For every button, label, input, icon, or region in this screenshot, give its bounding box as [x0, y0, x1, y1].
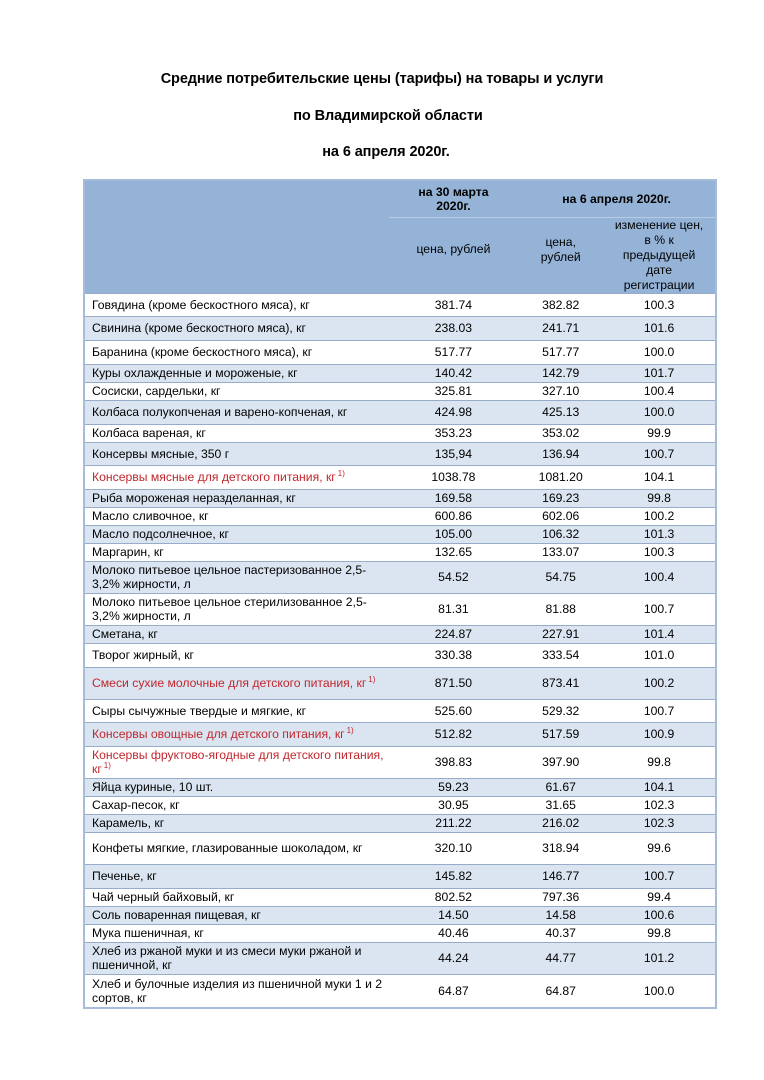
change-percent: 100.3 — [603, 543, 716, 561]
product-name-text: Печенье, кг — [92, 869, 157, 883]
change-percent: 101.4 — [603, 625, 716, 643]
product-name — [84, 778, 389, 796]
price-april: 873.41 — [518, 667, 603, 699]
product-name-text: Мука пшеничная, кг — [92, 926, 204, 940]
product-name — [84, 293, 389, 316]
price-march: 802.52 — [389, 888, 519, 906]
product-name-text: Рыба мороженая неразделанная, кг — [92, 491, 296, 505]
header-price-april: цена, рублей — [518, 217, 603, 293]
change-percent: 99.8 — [603, 924, 716, 942]
change-percent: 99.6 — [603, 832, 716, 864]
product-name — [84, 507, 389, 525]
product-name-text: Молоко питьевое цельное стерилизованное 2,5-3,2% жирности, л — [92, 595, 367, 623]
product-name — [84, 543, 389, 561]
product-name-text: Куры охлажденные и мороженые, кг — [92, 366, 298, 380]
change-percent: 100.7 — [603, 699, 716, 722]
price-march: 40.46 — [389, 924, 519, 942]
table-row — [84, 796, 716, 814]
product-name-text: Хлеб и булочные изделия из пшеничной муки 1 и 2 сортов, кг — [92, 976, 383, 1005]
footnote-marker: 1) — [346, 726, 354, 735]
change-percent: 100.7 — [603, 442, 716, 465]
price-april: 517.77 — [518, 340, 603, 364]
change-percent: 100.9 — [603, 722, 716, 746]
product-name — [84, 489, 389, 507]
change-percent: 99.8 — [603, 489, 716, 507]
product-name-text: Сосиски, сардельки, кг — [92, 384, 221, 398]
product-name — [84, 561, 389, 593]
price-march: 64.87 — [389, 974, 519, 1008]
product-name-text: Консервы мясные, 350 г — [92, 446, 230, 461]
product-name — [84, 340, 389, 364]
price-april: 142.79 — [518, 364, 603, 382]
price-march: 398.83 — [389, 746, 519, 778]
price-march: 169.58 — [389, 489, 519, 507]
product-name — [84, 722, 389, 746]
price-march: 517.77 — [389, 340, 519, 364]
header-item-column — [84, 180, 389, 293]
table-row — [84, 442, 716, 465]
product-name — [84, 924, 389, 942]
product-name-text: Говядина (кроме бескостного мяса), кг — [92, 297, 310, 312]
price-april: 327.10 — [518, 382, 603, 400]
header-date-march: на 30 марта 2020г. — [389, 180, 519, 217]
change-percent: 104.1 — [603, 778, 716, 796]
product-name — [84, 888, 389, 906]
price-march: 145.82 — [389, 864, 519, 888]
price-april: 81.88 — [518, 593, 603, 625]
product-name-text: Соль поваренная пищевая, кг — [92, 908, 261, 922]
price-april: 397.90 — [518, 746, 603, 778]
product-name-text: Консервы овощные для детского питания, кг — [92, 727, 345, 741]
product-name-text: Баранина (кроме бескостного мяса), кг — [92, 345, 313, 359]
document-subtitle-date: на 6 апреля 2020г. — [322, 144, 450, 160]
price-april: 106.32 — [518, 525, 603, 543]
change-percent: 100.4 — [603, 382, 716, 400]
change-percent: 100.2 — [603, 667, 716, 699]
product-name — [84, 465, 389, 489]
price-april: 146.77 — [518, 864, 603, 888]
price-april: 133.07 — [518, 543, 603, 561]
price-march: 132.65 — [389, 543, 519, 561]
table-row — [84, 293, 716, 316]
change-percent: 100.4 — [603, 561, 716, 593]
price-march: 353.23 — [389, 424, 519, 442]
price-april: 136.94 — [518, 442, 603, 465]
table-body — [84, 293, 716, 1008]
table-row — [84, 525, 716, 543]
product-name — [84, 699, 389, 722]
product-name-text: Молоко питьевое цельное пастеризованное 2,5-3,2% жирности, л — [92, 563, 367, 591]
product-name — [84, 525, 389, 543]
price-march: 105.00 — [389, 525, 519, 543]
price-march: 238.03 — [389, 316, 519, 340]
change-percent: 100.2 — [603, 507, 716, 525]
table-row — [84, 489, 716, 507]
product-name — [84, 400, 389, 424]
product-name — [84, 667, 389, 699]
product-name-text: Конфеты мягкие, глазированные шоколадом, кг — [92, 841, 363, 855]
price-april: 64.87 — [518, 974, 603, 1008]
price-march: 14.50 — [389, 906, 519, 924]
price-april: 31.65 — [518, 796, 603, 814]
price-april: 169.23 — [518, 489, 603, 507]
price-march: 224.87 — [389, 625, 519, 643]
change-percent: 101.3 — [603, 525, 716, 543]
product-name — [84, 382, 389, 400]
product-name-text: Масло подсолнечное, кг — [92, 527, 229, 541]
table-row — [84, 643, 716, 667]
product-name-text: Яйца куриные, 10 шт. — [92, 780, 214, 794]
price-april: 797.36 — [518, 888, 603, 906]
product-name — [84, 442, 389, 465]
table-row — [84, 424, 716, 442]
price-april: 54.75 — [518, 561, 603, 593]
price-april: 61.67 — [518, 778, 603, 796]
price-april: 216.02 — [518, 814, 603, 832]
product-name-text: Хлеб из ржаной муки и из смеси муки ржаной и пшеничной, кг — [92, 944, 362, 972]
table-row — [84, 864, 716, 888]
table-row — [84, 832, 716, 864]
change-percent: 100.6 — [603, 906, 716, 924]
product-name-text: Сметана, кг — [92, 627, 158, 641]
price-april: 14.58 — [518, 906, 603, 924]
price-april: 1081.20 — [518, 465, 603, 489]
price-april: 44.77 — [518, 942, 603, 974]
table-row — [84, 942, 716, 974]
table-row — [84, 814, 716, 832]
price-march: 525.60 — [389, 699, 519, 722]
product-name — [84, 643, 389, 667]
price-march: 44.24 — [389, 942, 519, 974]
product-name-text: Творог жирный, кг — [92, 648, 194, 662]
change-percent: 101.7 — [603, 364, 716, 382]
change-percent: 101.0 — [603, 643, 716, 667]
product-name — [84, 746, 389, 778]
change-percent: 102.3 — [603, 814, 716, 832]
change-percent: 100.7 — [603, 864, 716, 888]
product-name — [84, 796, 389, 814]
price-march: 211.22 — [389, 814, 519, 832]
change-percent: 99.4 — [603, 888, 716, 906]
table-row — [84, 340, 716, 364]
table-row — [84, 625, 716, 643]
product-name — [84, 906, 389, 924]
table-row — [84, 561, 716, 593]
table-row — [84, 906, 716, 924]
price-march: 381.74 — [389, 293, 519, 316]
change-percent: 104.1 — [603, 465, 716, 489]
table-row — [84, 924, 716, 942]
price-march: 320.10 — [389, 832, 519, 864]
table-row — [84, 778, 716, 796]
header-date-april: на 6 апреля 2020г. — [518, 180, 716, 217]
price-april: 318.94 — [518, 832, 603, 864]
product-name-text: Карамель, кг — [92, 816, 165, 830]
table-row — [84, 465, 716, 489]
table-row — [84, 746, 716, 778]
product-name-text: Масло сливочное, кг — [92, 509, 209, 523]
price-april: 227.91 — [518, 625, 603, 643]
price-april: 382.82 — [518, 293, 603, 316]
table-row — [84, 593, 716, 625]
product-name — [84, 316, 389, 340]
product-name — [84, 864, 389, 888]
price-march: 81.31 — [389, 593, 519, 625]
product-name — [84, 974, 389, 1008]
header-price-march: цена, рублей — [389, 217, 519, 293]
product-name — [84, 832, 389, 864]
price-march: 1038.78 — [389, 465, 519, 489]
price-april: 353.02 — [518, 424, 603, 442]
price-march: 424.98 — [389, 400, 519, 424]
change-percent: 100.0 — [603, 400, 716, 424]
price-march: 30.95 — [389, 796, 519, 814]
footnote-marker: 1) — [368, 675, 376, 684]
product-name-text: Смеси сухие молочные для детского питания, кг — [92, 676, 367, 690]
document-title: Средние потребительские цены (тарифы) на товары и услуги — [160, 71, 604, 87]
change-percent: 100.0 — [603, 340, 716, 364]
change-percent: 100.7 — [603, 593, 716, 625]
price-march: 325.81 — [389, 382, 519, 400]
price-april: 517.59 — [518, 722, 603, 746]
change-percent: 100.0 — [603, 974, 716, 1008]
product-name-text: Консервы мясные для детского питания, кг — [92, 470, 336, 484]
price-april: 602.06 — [518, 507, 603, 525]
table-row — [84, 667, 716, 699]
price-march: 871.50 — [389, 667, 519, 699]
product-name-text: Чай черный байховый, кг — [92, 890, 235, 904]
price-april: 425.13 — [518, 400, 603, 424]
price-march: 512.82 — [389, 722, 519, 746]
price-march: 330.38 — [389, 643, 519, 667]
price-march: 140.42 — [389, 364, 519, 382]
change-percent: 99.8 — [603, 746, 716, 778]
footnote-marker: 1) — [103, 761, 111, 770]
table-row — [84, 316, 716, 340]
footnote-marker: 1) — [337, 469, 345, 478]
table-row — [84, 400, 716, 424]
table-row — [84, 722, 716, 746]
price-april: 333.54 — [518, 643, 603, 667]
table-row — [84, 507, 716, 525]
prices-table — [83, 179, 717, 1009]
product-name — [84, 814, 389, 832]
product-name-text: Колбаса полукопченая и варено-копченая, кг — [92, 405, 348, 419]
change-percent: 101.6 — [603, 316, 716, 340]
price-april: 529.32 — [518, 699, 603, 722]
product-name-text: Свинина (кроме бескостного мяса), кг — [92, 321, 306, 335]
product-name-text: Маргарин, кг — [92, 545, 164, 559]
product-name — [84, 942, 389, 974]
header-change-percent: изменение цен, в % к предыдущей дате регистрации — [603, 217, 716, 293]
price-april: 241.71 — [518, 316, 603, 340]
product-name-text: Консервы фруктово-ягодные для детского питания, кг — [92, 748, 384, 776]
price-march: 135,94 — [389, 442, 519, 465]
document-subtitle-region: по Владимирской области — [293, 108, 483, 124]
price-march: 54.52 — [389, 561, 519, 593]
change-percent: 100.3 — [603, 293, 716, 316]
table-row — [84, 382, 716, 400]
change-percent: 102.3 — [603, 796, 716, 814]
product-name — [84, 424, 389, 442]
table-row — [84, 364, 716, 382]
table-row — [84, 974, 716, 1008]
table-row — [84, 888, 716, 906]
price-march: 600.86 — [389, 507, 519, 525]
change-percent: 99.9 — [603, 424, 716, 442]
product-name — [84, 364, 389, 382]
price-april: 40.37 — [518, 924, 603, 942]
product-name — [84, 593, 389, 625]
table-row — [84, 699, 716, 722]
table-header — [84, 180, 716, 293]
change-percent: 101.2 — [603, 942, 716, 974]
price-march: 59.23 — [389, 778, 519, 796]
product-name-text: Колбаса вареная, кг — [92, 426, 206, 440]
table-row — [84, 543, 716, 561]
product-name-text: Сахар-песок, кг — [92, 798, 180, 812]
product-name — [84, 625, 389, 643]
product-name-text: Сыры сычужные твердые и мягкие, кг — [92, 703, 307, 718]
